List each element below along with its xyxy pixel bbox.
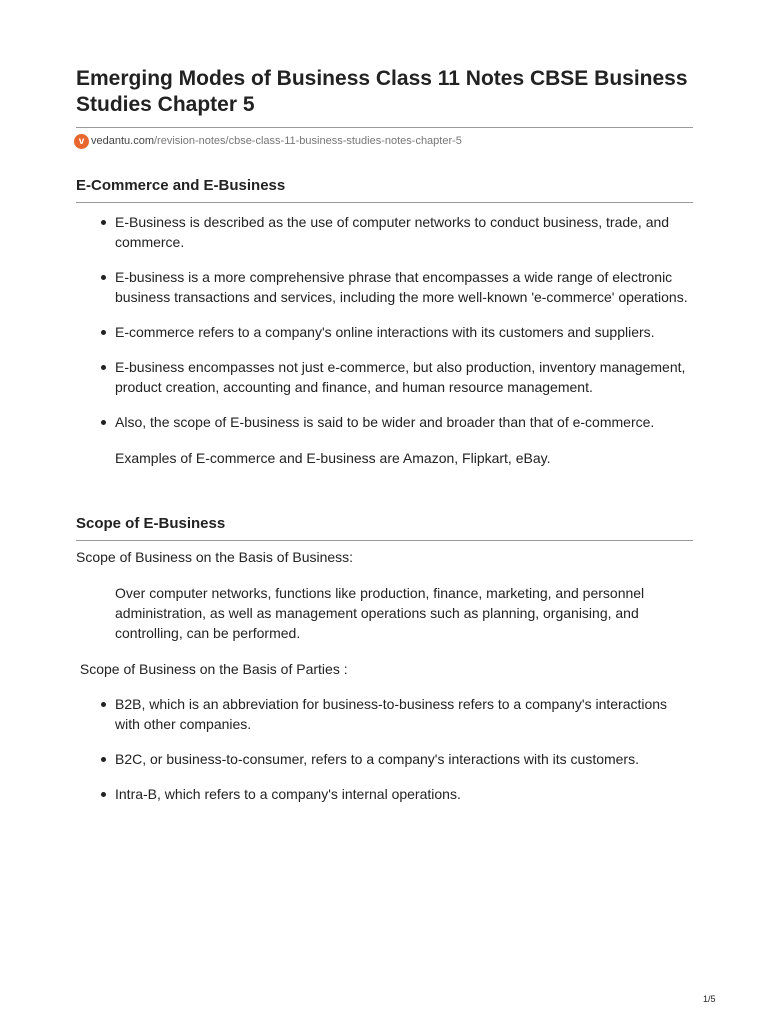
list-item: B2C, or business-to-consumer, refers to a company's interactions with its customers. [76,749,693,769]
source-path-link[interactable]: /revision-notes/cbse-class-11-business-studies-notes-chapter-5 [153,135,462,147]
section-divider [76,202,693,203]
list-item: Intra-B, which refers to a company's internal operations. [76,784,693,804]
source-domain-link[interactable]: vedantu.com [91,135,154,147]
basis-parties-label: Scope of Business on the Basis of Parties : [76,661,348,677]
ecommerce-bullet-list [76,212,693,432]
list-item: E-Business is described as the use of computer networks to conduct business, trade, and commerce. [76,212,693,252]
basis-business-label: Scope of Business on the Basis of Business: [76,549,354,565]
list-item: B2B, which is an abbreviation for business-to-business refers to a company's interactions with other companies. [76,694,693,734]
page-number: 1/5 [703,994,716,1004]
examples-text: Examples of E-commerce and E-business are Amazon, Flipkart, eBay. [115,450,551,466]
source-line [76,133,693,149]
list-item: Also, the scope of E-business is said to be wider and broader than that of e-commerce. [76,412,693,432]
parties-bullet-list [76,694,693,804]
document-page [76,0,693,804]
section-heading-scope: Scope of E-Business [76,515,226,532]
page-title: Emerging Modes of Business Class 11 Notes CBSE Business Studies Chapter 5 [76,67,688,116]
list-item: E-commerce refers to a company's online interactions with its customers and suppliers. [76,322,693,342]
vedantu-logo-icon: v [74,134,89,149]
list-item: E-business is a more comprehensive phrase that encompasses a wide range of electronic business transactions and services, including the more well-known 'e-commerce' operations. [76,267,693,307]
list-item: E-business encompasses not just e-commerce, but also production, inventory management, product creation, accounting and finance, and human resource management. [76,357,693,397]
title-divider [76,127,693,128]
section-divider [76,540,693,541]
section-heading-ecommerce: E-Commerce and E-Business [76,177,286,194]
basis-business-text: Over computer networks, functions like production, finance, marketing, and personnel administration, as well as management operations such as planning, organising, and controlling, can be performed. [115,585,645,641]
